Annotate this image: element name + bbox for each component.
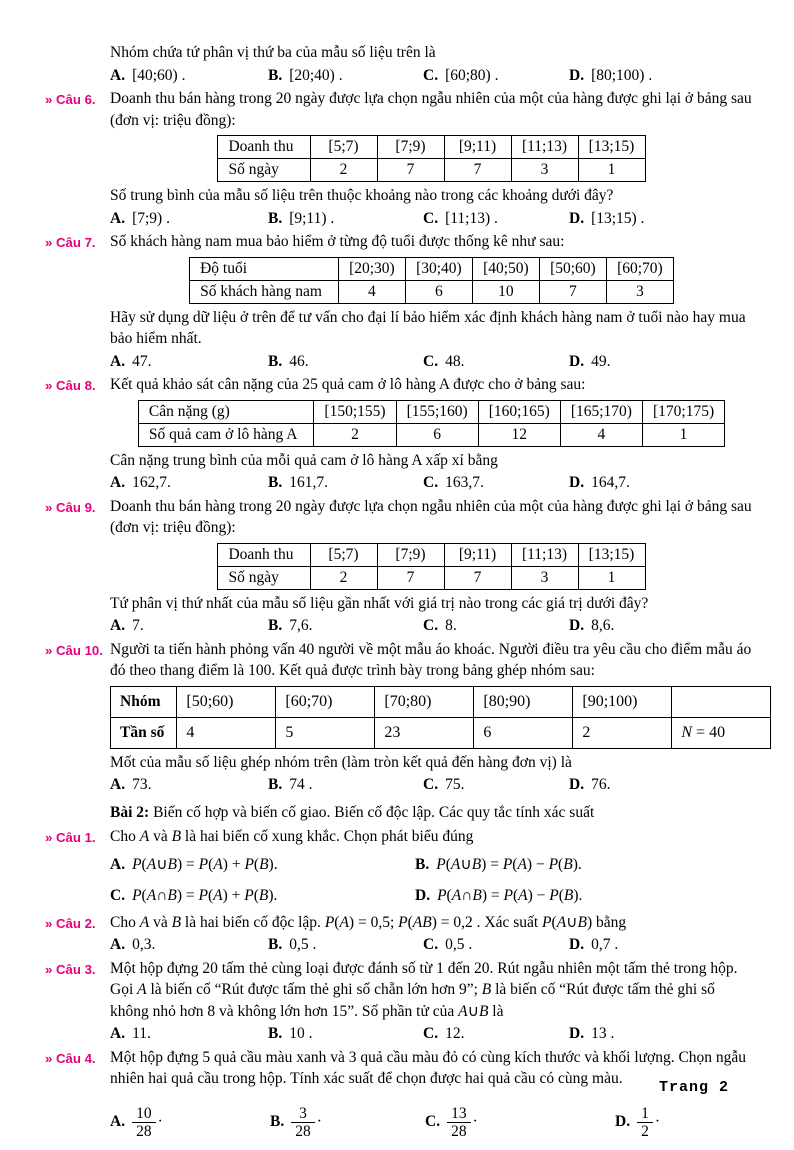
- table-cell: 7: [377, 159, 444, 182]
- fraction: [447, 1105, 471, 1140]
- formula: P(A∪B): [542, 913, 593, 931]
- option-value: 161,7.: [289, 474, 328, 491]
- question-post: Hãy sử dụng dữ liệu ở trên để tư vấn cho đại lí bảo hiểm xác định khách hàng nam ở tuổi nào hay mua bảo hiểm nhất.: [110, 308, 746, 347]
- table-cell: Số ngày: [218, 159, 310, 182]
- option-letter: D.: [569, 209, 585, 227]
- option: [270, 1105, 425, 1140]
- question-body: [110, 639, 753, 798]
- option-letter: D.: [569, 936, 585, 953]
- fraction-denominator: 28: [132, 1122, 156, 1140]
- option-value: 7,6.: [289, 617, 313, 634]
- table-cell: [165;170): [560, 400, 642, 423]
- table-cell: 2: [573, 717, 672, 748]
- options-row: [110, 615, 753, 637]
- table-row: [138, 423, 724, 446]
- fraction: [291, 1105, 315, 1140]
- question-block: [45, 231, 753, 374]
- table-cell: [7;9): [377, 543, 444, 566]
- question-stem: Cho A và B là hai biến cố xung khắc. Chọn phát biểu đúng: [110, 828, 474, 845]
- options-row: [110, 1096, 753, 1150]
- table-cell: [80;90): [474, 686, 573, 717]
- option-letter: C.: [423, 1025, 439, 1042]
- fraction: [637, 1105, 653, 1140]
- table-cell: 6: [396, 423, 478, 446]
- option: [268, 934, 423, 956]
- question-body: [110, 88, 753, 231]
- table-cell: Nhóm: [111, 686, 177, 717]
- question-stem: Kết quả khảo sát cân nặng của 25 quả cam ở lô hàng A được cho ở bảng sau:: [110, 376, 586, 393]
- fraction-denominator: 28: [291, 1122, 315, 1140]
- option-letter: A.: [110, 1025, 126, 1042]
- question-label: » Câu 6.: [45, 92, 96, 107]
- question-stem: Nhóm chứa tứ phân vị thứ ba của mẫu số liệu trên là: [110, 44, 436, 61]
- table-cell: Doanh thu: [218, 136, 310, 159]
- option-letter: A.: [110, 209, 126, 227]
- question-stem: Doanh thu bán hàng trong 20 ngày được lựa chọn ngẫu nhiên của một của hàng được ghi lại ở bảng sau (đơn vị: triệu đồng):: [110, 90, 752, 129]
- table-row: [218, 159, 645, 182]
- table-cell: Doanh thu: [218, 543, 310, 566]
- table-row: [111, 717, 771, 748]
- table-cell: 4: [338, 280, 405, 303]
- table-cell: Số khách hàng nam: [190, 280, 339, 303]
- question-label: » Câu 10.: [45, 642, 103, 658]
- option: [569, 1023, 753, 1045]
- table-row: [218, 543, 645, 566]
- option-value: 164,7.: [591, 474, 630, 491]
- table-cell: Số quả cam ở lô hàng A: [138, 423, 314, 446]
- table-cell: 3: [511, 566, 578, 589]
- option-letter: A.: [110, 617, 126, 634]
- option: [110, 208, 268, 230]
- option-value: 11.: [132, 1025, 151, 1042]
- formula: B: [171, 828, 182, 845]
- table-cell: [9;11): [444, 543, 511, 566]
- table-cell: 3: [606, 280, 673, 303]
- formula: A: [139, 828, 150, 845]
- table-cell: 1: [578, 566, 645, 589]
- option-value: 75.: [445, 776, 465, 793]
- table-cell: 6: [405, 280, 472, 303]
- option-value: [20;40) .: [289, 66, 343, 84]
- question-block: [45, 958, 753, 1047]
- option-value: [80;100) .: [591, 66, 653, 84]
- table-cell: [90;100): [573, 686, 672, 717]
- table-cell: [13;15): [578, 543, 645, 566]
- option: [110, 615, 268, 637]
- option-value: 0,3.: [132, 936, 156, 953]
- question-stem: Một hộp đựng 5 quả cầu màu xanh và 3 quả cầu màu đỏ có cùng kích thước và khối lượng. Chọn ngẫu nhiên hai quả cầu trong hộp. Tính xác suất để chọn được hai quả cầu có cùng màu.: [110, 1048, 747, 1087]
- option-value: 10 .: [289, 1025, 313, 1042]
- option-letter: C.: [423, 352, 439, 370]
- options-row: [110, 208, 753, 230]
- question-block: [45, 912, 753, 958]
- fraction: [132, 1105, 156, 1140]
- question-block: [45, 496, 753, 639]
- option-letter: C.: [110, 887, 126, 904]
- question-post: Tứ phân vị thứ nhất của mẫu số liệu gần nhất với giá trị nào trong các giá trị dưới đây?: [110, 594, 649, 612]
- table-row: [111, 686, 771, 717]
- option-value: 8.: [445, 617, 457, 634]
- option: [268, 1023, 423, 1045]
- option: [415, 885, 753, 907]
- option-letter: B.: [415, 855, 430, 873]
- option: [110, 472, 268, 494]
- option-letter: B.: [270, 1113, 285, 1131]
- table-cell: 4: [560, 423, 642, 446]
- option-value: 8,6.: [591, 617, 615, 634]
- question-body: [110, 958, 753, 1047]
- question-body: [110, 496, 753, 639]
- option: [423, 208, 569, 230]
- question-block: [45, 826, 753, 912]
- question-label: » Câu 2.: [45, 915, 96, 931]
- stats-table: [189, 257, 674, 304]
- option-value: 76.: [591, 776, 611, 793]
- option-letter: C.: [423, 474, 439, 491]
- option-letter: A.: [110, 936, 126, 953]
- question-post: Số trung bình của mẫu số liệu trên thuộc khoảng nào trong các khoảng dưới đây?: [110, 187, 614, 204]
- options-row: [110, 472, 753, 494]
- option-letter: D.: [569, 474, 585, 491]
- question-body: [110, 42, 753, 88]
- option-letter: C.: [423, 617, 439, 634]
- option: [110, 65, 268, 87]
- question-label: [45, 42, 110, 43]
- question-body: [110, 1047, 753, 1150]
- option-tail: ·: [472, 1113, 478, 1131]
- formula: A: [137, 981, 147, 998]
- content: [45, 42, 753, 1150]
- table-cell: [50;60): [177, 686, 276, 717]
- table-cell: [160;165): [478, 400, 560, 423]
- option-value: 46.: [289, 352, 309, 370]
- question-block: [45, 42, 753, 88]
- table-cell: 23: [375, 717, 474, 748]
- option-value: 163,7.: [445, 474, 484, 491]
- table-cell: 12: [478, 423, 560, 446]
- option: [425, 1105, 615, 1140]
- table-cell: [672, 686, 771, 717]
- option: [615, 1105, 753, 1140]
- options-row: [110, 854, 753, 907]
- stats-table: [138, 400, 725, 447]
- table-cell: [170;175): [642, 400, 724, 423]
- option: [423, 934, 569, 956]
- option: [268, 208, 423, 230]
- option-letter: D.: [615, 1113, 631, 1131]
- option: [415, 854, 753, 876]
- option-value: [9;11) .: [289, 209, 335, 227]
- table-cell: Cân nặng (g): [138, 400, 314, 423]
- option-letter: D.: [415, 887, 431, 904]
- option: [110, 885, 415, 907]
- option: [569, 472, 753, 494]
- table-cell: [5;7): [310, 543, 377, 566]
- option: [569, 615, 753, 637]
- option: [268, 65, 423, 87]
- formula: P(A) = 0,5; P(AB) = 0,2: [324, 913, 473, 931]
- table-cell: Tần số: [111, 717, 177, 748]
- option: [110, 351, 268, 373]
- question-block: [45, 1047, 753, 1150]
- option: [569, 65, 753, 87]
- option: [110, 854, 415, 876]
- table-cell: Độ tuổi: [190, 257, 339, 280]
- option-value: 73.: [132, 776, 152, 793]
- option-value: [60;80) .: [445, 66, 499, 84]
- option: [569, 934, 753, 956]
- table-cell: 7: [539, 280, 606, 303]
- option-value: [7;9) .: [132, 209, 170, 227]
- option: [569, 208, 753, 230]
- stats-table: [217, 543, 645, 590]
- option-letter: A.: [110, 855, 126, 873]
- table-cell: [150;155): [314, 400, 396, 423]
- page-number: Trang 2: [659, 1079, 730, 1096]
- option-letter: A.: [110, 66, 126, 84]
- option-value: 13 .: [591, 1025, 615, 1042]
- question-post: Cân nặng trung bình của mỗi quả cam ở lô hàng A xấp xỉ bằng: [110, 451, 498, 469]
- option-letter: D.: [569, 617, 585, 634]
- options-row: [110, 65, 753, 87]
- option-value: P(A∩B) = P(A) − P(B).: [437, 887, 583, 904]
- question-label: » Câu 3.: [45, 961, 96, 977]
- bold-text: Bài 2:: [110, 803, 150, 821]
- option: [110, 1023, 268, 1045]
- table-cell: 1: [578, 159, 645, 182]
- option: [423, 351, 569, 373]
- table-cell: [11;13): [511, 136, 578, 159]
- option: [268, 615, 423, 637]
- option-value: P(A∩B) = P(A) + P(B).: [132, 887, 278, 904]
- question-stem: Doanh thu bán hàng trong 20 ngày được lựa chọn ngẫu nhiên của một của hàng được ghi lại ở bảng sau (đơn vị: triệu đồng):: [110, 497, 752, 536]
- question-stem: Số khách hàng nam mua bảo hiểm ở từng độ tuổi được thống kê như sau:: [110, 233, 565, 250]
- table-cell: [70;80): [375, 686, 474, 717]
- table-cell: [60;70): [606, 257, 673, 280]
- question-block: [45, 374, 753, 496]
- fraction-denominator: 2: [637, 1122, 653, 1140]
- table-cell: 1: [642, 423, 724, 446]
- fraction-denominator: 28: [447, 1122, 471, 1140]
- option-value: 12.: [445, 1025, 465, 1042]
- option-letter: A.: [110, 1113, 126, 1131]
- table-cell: [13;15): [578, 136, 645, 159]
- option-value: [11;13) .: [445, 209, 498, 227]
- options-row: [110, 1023, 753, 1045]
- option-value: 74 .: [289, 776, 313, 793]
- option-letter: C.: [423, 936, 439, 953]
- stats-table: [110, 686, 771, 749]
- question-body: [110, 912, 753, 958]
- formula: B: [481, 981, 492, 998]
- table-cell: [50;60): [539, 257, 606, 280]
- table-cell: [40;50): [472, 257, 539, 280]
- table-cell: 4: [177, 717, 276, 748]
- option-value: 0,5 .: [289, 936, 317, 953]
- option-value: 162,7.: [132, 474, 171, 491]
- option-letter: D.: [569, 352, 585, 370]
- question-body: [110, 826, 753, 912]
- option-value: 0,5 .: [445, 936, 473, 953]
- option: [110, 1105, 270, 1140]
- option-value: P(A∪B) = P(A) − P(B).: [436, 855, 582, 873]
- option: [569, 774, 753, 796]
- question-label: » Câu 4.: [45, 1050, 96, 1066]
- option-letter: D.: [569, 776, 585, 793]
- table-row: [190, 280, 674, 303]
- option-letter: A.: [110, 776, 126, 793]
- options-row: [110, 774, 753, 796]
- table-cell: [20;30): [338, 257, 405, 280]
- table-cell: [9;11): [444, 136, 511, 159]
- option-letter: B.: [268, 1025, 283, 1042]
- option: [268, 472, 423, 494]
- options-row: [110, 934, 753, 956]
- question-body: [110, 374, 753, 496]
- fraction-numerator: 13: [451, 1104, 467, 1122]
- table-cell: [5;7): [310, 136, 377, 159]
- table-cell: 2: [314, 423, 396, 446]
- option: [423, 1023, 569, 1045]
- table-cell: 3: [511, 159, 578, 182]
- table-row: [190, 257, 674, 280]
- table-cell: 7: [444, 159, 511, 182]
- option: [423, 472, 569, 494]
- option: [423, 65, 569, 87]
- option: [569, 351, 753, 373]
- question-label: » Câu 9.: [45, 499, 96, 515]
- table-cell: 10: [472, 280, 539, 303]
- option-letter: B.: [268, 352, 283, 370]
- option-letter: D.: [569, 66, 585, 84]
- option: [110, 774, 268, 796]
- option-value: 0,7 .: [591, 936, 619, 953]
- option-value: [40;60) .: [132, 66, 186, 84]
- option: [110, 934, 268, 956]
- table-cell: [60;70): [276, 686, 375, 717]
- table-cell: 6: [474, 717, 573, 748]
- option-tail: ·: [316, 1113, 322, 1131]
- options-row: [110, 351, 753, 373]
- option-letter: C.: [425, 1113, 441, 1131]
- option-tail: ·: [157, 1113, 163, 1131]
- question-label: » Câu 1.: [45, 830, 96, 845]
- table-cell: N = 40: [672, 717, 771, 748]
- table-row: [218, 566, 645, 589]
- table-cell: [155;160): [396, 400, 478, 423]
- option-letter: C.: [423, 66, 439, 84]
- option-letter: C.: [423, 776, 439, 793]
- table-cell: [7;9): [377, 136, 444, 159]
- option: [268, 774, 423, 796]
- option-letter: C.: [423, 209, 439, 227]
- option-value: 47.: [132, 352, 152, 370]
- table-cell: 5: [276, 717, 375, 748]
- stats-table: [217, 135, 645, 182]
- option-value: [13;15) .: [591, 209, 645, 227]
- option-letter: B.: [268, 209, 283, 227]
- option-letter: B.: [268, 617, 283, 634]
- question-post: Mốt của mẫu số liệu ghép nhóm trên (làm tròn kết quả đến hàng đơn vị) là: [110, 753, 572, 771]
- option-letter: B.: [268, 474, 283, 491]
- option-tail: ·: [654, 1113, 660, 1131]
- table-row: [218, 136, 645, 159]
- fraction-numerator: 3: [299, 1104, 307, 1122]
- option-letter: B.: [268, 776, 283, 793]
- option-value: P(A∪B) = P(A) + P(B).: [132, 855, 278, 873]
- table-cell: 7: [444, 566, 511, 589]
- option: [423, 774, 569, 796]
- option-letter: D.: [569, 1025, 585, 1042]
- option-letter: A.: [110, 352, 126, 370]
- table-cell: [11;13): [511, 543, 578, 566]
- question-label: » Câu 7.: [45, 235, 96, 250]
- fraction-numerator: 1: [641, 1104, 649, 1122]
- formula: A∪B: [458, 1002, 489, 1020]
- option-letter: B.: [268, 936, 283, 953]
- formula: B: [171, 913, 182, 931]
- option: [423, 615, 569, 637]
- option-value: 7.: [132, 617, 144, 634]
- question-stem: Cho A và B là hai biến cố độc lập. P(A) = 0,5; P(AB) = 0,2 . Xác suất P(A∪B) bằng: [110, 913, 627, 931]
- table-cell: [30;40): [405, 257, 472, 280]
- question-block: [45, 88, 753, 231]
- option-letter: B.: [268, 66, 283, 84]
- formula: A: [139, 913, 150, 931]
- table-cell: 2: [310, 566, 377, 589]
- table-row: [138, 400, 724, 423]
- section-heading: Bài 2: Biến cố hợp và biến cố giao. Biến cố độc lập. Các quy tắc tính xác suất: [110, 803, 595, 821]
- table-cell: Số ngày: [218, 566, 310, 589]
- option-value: 48.: [445, 352, 465, 370]
- option: [268, 351, 423, 373]
- question-block: [45, 639, 753, 798]
- option-letter: A.: [110, 474, 126, 491]
- option-value: 49.: [591, 352, 611, 370]
- question-body: [110, 231, 753, 374]
- fraction-numerator: 10: [136, 1104, 152, 1122]
- question-stem: Một hộp đựng 20 tấm thẻ cùng loại được đánh số từ 1 đến 20. Rút ngẫu nhiên một tấm thẻ trong hộp. Gọi A là biến cố “Rút được tấm thẻ ghi số chẵn lớn hơn 9”; B là biến cố “Rút được tấm thẻ ghi số không nhỏ hơn 8 và không lớn hơn 15”. Số phần tử của A∪B là: [110, 959, 738, 1020]
- table-cell: 2: [310, 159, 377, 182]
- question-label: » Câu 8.: [45, 378, 96, 393]
- table-cell: 7: [377, 566, 444, 589]
- question-stem: Người ta tiến hành phỏng vấn 40 người về một mẫu áo khoác. Người điều tra yêu cầu cho điểm mẫu áo đó theo thang điểm là 100. Kết quả được trình bày trong bảng ghép nhóm sau:: [110, 640, 752, 679]
